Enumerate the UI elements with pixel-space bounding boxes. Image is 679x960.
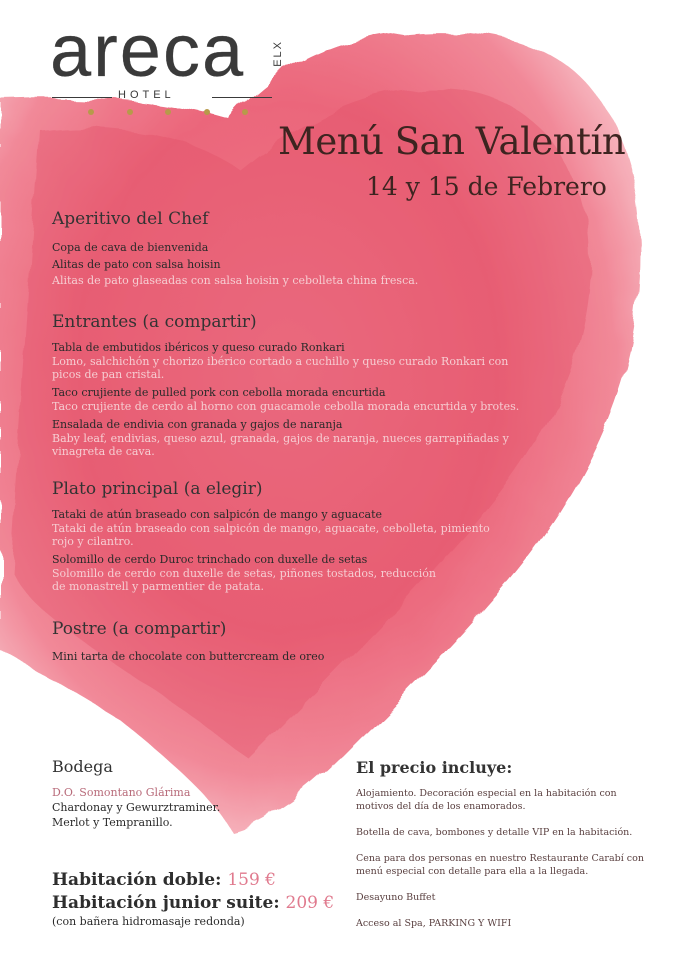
menu-section-aperitivo — [52, 209, 572, 287]
bodega-wine: Chardonay y Gewurztraminer. — [52, 801, 221, 814]
logo-dot — [204, 109, 210, 115]
hotel-logo-subtitle: HOTEL — [118, 89, 175, 101]
includes-item: Desayuno Buffet — [356, 892, 436, 903]
menu-item-description: Alitas de pato glaseadas con salsa hoisin y cebolleta china fresca. — [52, 274, 419, 287]
logo-dot — [127, 109, 133, 115]
menu-section-entrantes — [52, 312, 572, 458]
price-value: 159 € — [227, 870, 276, 890]
menu-item-name: Mini tarta de chocolate con buttercream de oreo — [52, 650, 325, 663]
section-heading: Plato principal (a elegir) — [52, 479, 263, 499]
hotel-logo-suffix: ELX — [272, 40, 284, 67]
logo-rule-left — [52, 97, 112, 98]
page-title: Menú San Valentín — [278, 120, 626, 163]
price-value: 209 € — [285, 893, 335, 913]
menu-content — [52, 209, 572, 664]
menu-item-description: Tataki de atún braseado con salpicón de mango, aguacate, cebolleta, pimiento rojo y cilantro. — [52, 522, 490, 548]
includes-item: Cena para dos personas en nuestro Restaurante Carabí con menú especial con detalle para ella a la llegada. — [356, 853, 644, 877]
section-heading: Aperitivo del Chef — [52, 209, 209, 229]
menu-item-name: Tataki de atún braseado con salpicón de mango y aguacate — [52, 508, 383, 521]
menu-item-name: Tabla de embutidos ibéricos y queso curado Ronkari — [52, 341, 345, 354]
includes-item: Botella de cava, bombones y detalle VIP en la habitación. — [356, 827, 633, 838]
logo-dot — [165, 109, 171, 115]
price-double-room — [52, 870, 276, 890]
menu-section-principal — [52, 479, 572, 593]
logo-dot — [242, 109, 248, 115]
menu-item-name: Ensalada de endivia con granada y gajos de naranja — [52, 418, 343, 431]
event-dates: 14 y 15 de Febrero — [366, 172, 607, 201]
menu-section-postre — [52, 619, 572, 664]
menu-item-description: Lomo, salchichón y chorizo ibérico cortado a cuchillo y queso curado Ronkari con picos de pan cristal. — [52, 355, 509, 381]
menu-item-name: Alitas de pato con salsa hoisin — [52, 258, 221, 271]
price-label: Habitación doble: — [52, 870, 222, 890]
bodega-origin: D.O. Somontano Glárima — [52, 786, 191, 799]
price-label: Habitación junior suite: — [52, 893, 280, 913]
bodega-heading: Bodega — [52, 757, 113, 776]
hotel-logo-wordmark: areca — [50, 9, 246, 92]
menu-item-description: Baby leaf, endivias, queso azul, granada, gajos de naranja, nueces garrapiñadas y vinagreta de cava. — [52, 432, 509, 458]
includes-item: Alojamiento. Decoración especial en la habitación con motivos del día de los enamorados. — [356, 788, 617, 812]
logo-rule-right — [212, 97, 272, 98]
menu-item-name: Copa de cava de bienvenida — [52, 241, 209, 254]
price-junior-suite — [52, 893, 334, 913]
bodega-wine: Merlot y Tempranillo. — [52, 816, 173, 829]
price-note: (con bañera hidromasaje redonda) — [52, 915, 245, 928]
section-heading: Entrantes (a compartir) — [52, 312, 257, 332]
menu-item-description: Taco crujiente de cerdo al horno con guacamole cebolla morada encurtida y brotes. — [52, 400, 520, 413]
includes-item: Acceso al Spa, PARKING Y WIFI — [356, 918, 512, 929]
logo-dots — [88, 109, 248, 115]
logo-dot — [88, 109, 94, 115]
section-heading: Postre (a compartir) — [52, 619, 227, 639]
menu-item-description: Solomillo de cerdo con duxelle de setas, piñones tostados, reducción de monastrell y parmentier de patata. — [52, 567, 437, 593]
menu-item-name: Taco crujiente de pulled pork con cebolla morada encurtida — [52, 386, 386, 399]
includes-heading: El precio incluye: — [356, 758, 513, 777]
menu-item-name: Solomillo de cerdo Duroc trinchado con duxelle de setas — [52, 553, 368, 566]
